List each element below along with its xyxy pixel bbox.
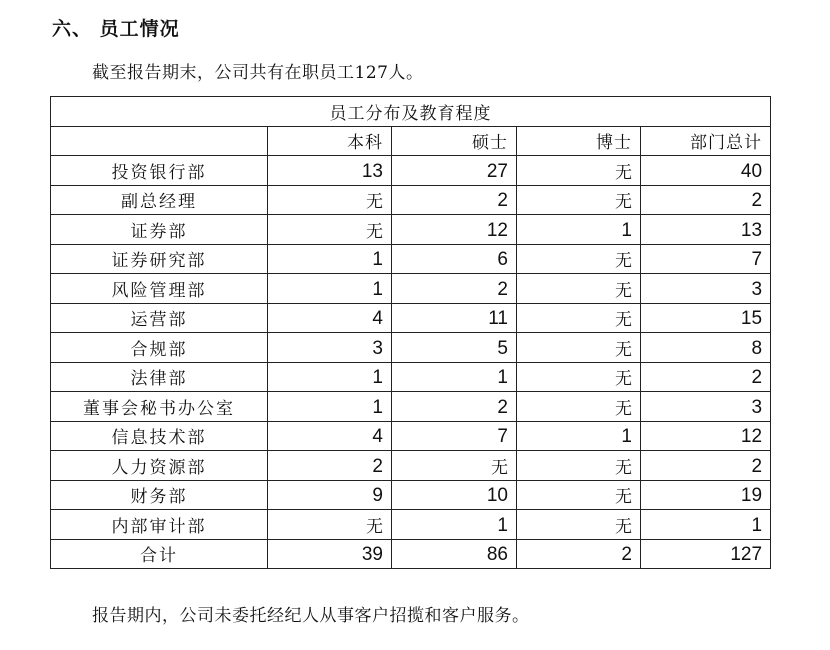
value-cell: 无 bbox=[268, 510, 392, 540]
value-cell: 2 bbox=[392, 392, 517, 422]
value-cell: 1 bbox=[517, 421, 641, 451]
footer-paragraph: 报告期内，公司未委托经纪人从事客户招揽和客户服务。 bbox=[92, 606, 530, 626]
value-cell: 无 bbox=[517, 333, 641, 363]
value-cell: 无 bbox=[517, 362, 641, 392]
value-cell: 无 bbox=[517, 510, 641, 540]
column-header: 博士 bbox=[517, 126, 641, 156]
value-cell: 2 bbox=[392, 274, 517, 304]
value-cell: 12 bbox=[641, 421, 771, 451]
column-header: 本科 bbox=[268, 126, 392, 156]
value-cell: 86 bbox=[392, 539, 517, 569]
department-cell: 财务部 bbox=[51, 480, 268, 510]
value-cell: 1 bbox=[517, 215, 641, 245]
intro-paragraph: 截至报告期末，公司共有在职员工127人。 bbox=[92, 63, 424, 83]
value-cell: 无 bbox=[392, 451, 517, 481]
value-cell: 无 bbox=[268, 185, 392, 215]
value-cell: 1 bbox=[641, 510, 771, 540]
value-cell: 9 bbox=[268, 480, 392, 510]
table-row bbox=[51, 303, 771, 333]
value-cell: 3 bbox=[268, 333, 392, 363]
department-cell: 法律部 bbox=[51, 362, 268, 392]
table-row bbox=[51, 274, 771, 304]
value-cell: 19 bbox=[641, 480, 771, 510]
value-cell: 10 bbox=[392, 480, 517, 510]
value-cell: 40 bbox=[641, 156, 771, 186]
value-cell: 1 bbox=[392, 510, 517, 540]
value-cell: 15 bbox=[641, 303, 771, 333]
staff-table bbox=[50, 96, 771, 569]
value-cell: 无 bbox=[517, 451, 641, 481]
table-row bbox=[51, 480, 771, 510]
value-cell: 2 bbox=[392, 185, 517, 215]
value-cell: 无 bbox=[517, 244, 641, 274]
value-cell: 2 bbox=[641, 185, 771, 215]
table-row bbox=[51, 421, 771, 451]
value-cell: 39 bbox=[268, 539, 392, 569]
value-cell: 2 bbox=[517, 539, 641, 569]
department-cell: 合计 bbox=[51, 539, 268, 569]
table-row bbox=[51, 215, 771, 245]
value-cell: 2 bbox=[641, 362, 771, 392]
value-cell: 13 bbox=[268, 156, 392, 186]
value-cell: 1 bbox=[268, 274, 392, 304]
value-cell: 7 bbox=[641, 244, 771, 274]
value-cell: 5 bbox=[392, 333, 517, 363]
table-row bbox=[51, 362, 771, 392]
value-cell: 3 bbox=[641, 274, 771, 304]
department-cell: 人力资源部 bbox=[51, 451, 268, 481]
department-cell: 信息技术部 bbox=[51, 421, 268, 451]
value-cell: 无 bbox=[517, 156, 641, 186]
value-cell: 6 bbox=[392, 244, 517, 274]
table-title-row bbox=[51, 97, 771, 127]
value-cell: 127 bbox=[641, 539, 771, 569]
department-cell: 投资银行部 bbox=[51, 156, 268, 186]
value-cell: 27 bbox=[392, 156, 517, 186]
department-cell: 董事会秘书办公室 bbox=[51, 392, 268, 422]
table-row bbox=[51, 185, 771, 215]
table-row bbox=[51, 156, 771, 186]
department-cell: 副总经理 bbox=[51, 185, 268, 215]
value-cell: 无 bbox=[517, 303, 641, 333]
value-cell: 无 bbox=[517, 480, 641, 510]
value-cell: 1 bbox=[268, 244, 392, 274]
table-row bbox=[51, 392, 771, 422]
table-title: 员工分布及教育程度 bbox=[51, 97, 771, 127]
value-cell: 3 bbox=[641, 392, 771, 422]
table-row bbox=[51, 333, 771, 363]
value-cell: 12 bbox=[392, 215, 517, 245]
department-cell: 合规部 bbox=[51, 333, 268, 363]
value-cell: 无 bbox=[517, 185, 641, 215]
value-cell: 7 bbox=[392, 421, 517, 451]
table-row bbox=[51, 539, 771, 569]
value-cell: 1 bbox=[268, 362, 392, 392]
header-blank-cell bbox=[51, 126, 268, 156]
section-heading: 六、 员工情况 bbox=[52, 18, 180, 40]
table-row bbox=[51, 451, 771, 481]
department-cell: 风险管理部 bbox=[51, 274, 268, 304]
value-cell: 13 bbox=[641, 215, 771, 245]
value-cell: 1 bbox=[268, 392, 392, 422]
table-row bbox=[51, 510, 771, 540]
value-cell: 4 bbox=[268, 421, 392, 451]
value-cell: 11 bbox=[392, 303, 517, 333]
table-row bbox=[51, 244, 771, 274]
value-cell: 无 bbox=[268, 215, 392, 245]
value-cell: 2 bbox=[641, 451, 771, 481]
department-cell: 证券研究部 bbox=[51, 244, 268, 274]
department-cell: 内部审计部 bbox=[51, 510, 268, 540]
value-cell: 2 bbox=[268, 451, 392, 481]
column-header: 硕士 bbox=[392, 126, 517, 156]
value-cell: 无 bbox=[517, 392, 641, 422]
department-cell: 运营部 bbox=[51, 303, 268, 333]
column-header: 部门总计 bbox=[641, 126, 771, 156]
table-header-row bbox=[51, 126, 771, 156]
value-cell: 1 bbox=[392, 362, 517, 392]
value-cell: 8 bbox=[641, 333, 771, 363]
department-cell: 证券部 bbox=[51, 215, 268, 245]
value-cell: 无 bbox=[517, 274, 641, 304]
value-cell: 4 bbox=[268, 303, 392, 333]
